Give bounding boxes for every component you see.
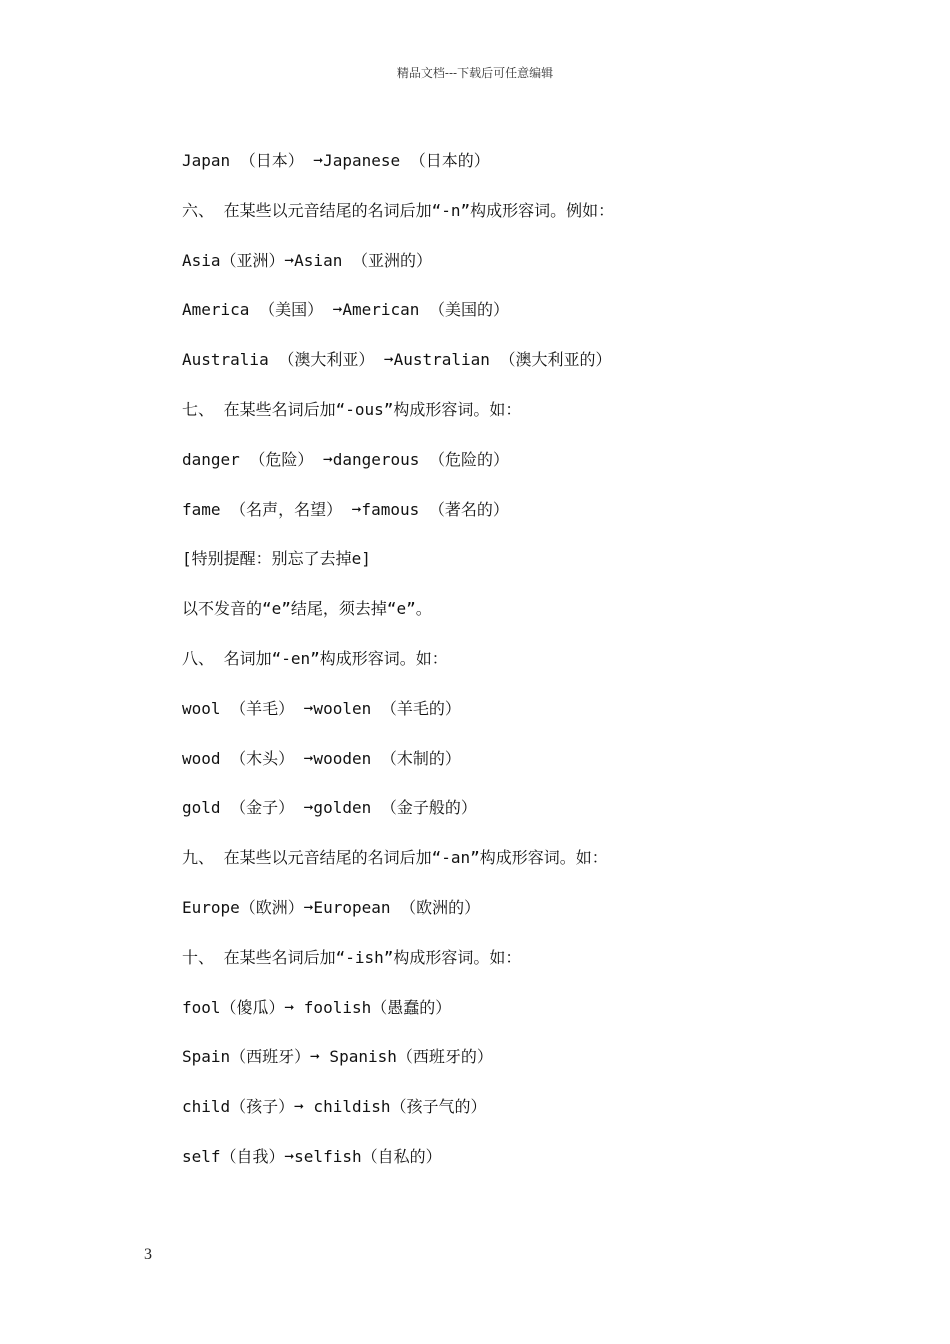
line-japan: Japan （日本） ➞Japanese （日本的）: [182, 151, 490, 170]
page-number: 3: [144, 1246, 152, 1263]
line-wood: wood （木头） ➞wooden （木制的）: [182, 748, 461, 768]
heading-rule-ten: 十、 在某些名词后加“-ish”构成形容词。如：: [182, 947, 522, 967]
line-fame: fame （名声，名望） ➞famous （著名的）: [182, 499, 509, 519]
heading-rule-nine: 九、 在某些以元音结尾的名词后加“-an”构成形容词。如：: [182, 848, 608, 868]
line-danger: danger （危险） ➞dangerous （危险的）: [182, 449, 510, 469]
line-america: America （美国） ➞American （美国的）: [182, 300, 510, 320]
line-wool: wool （羊毛） ➞woolen （羊毛的）: [182, 698, 461, 718]
line-fool: fool（傻瓜）➞ foolish（愚蠢的）: [182, 997, 452, 1017]
reminder-note: 以不发音的“e”结尾，须去掉“e”。: [182, 599, 432, 619]
special-reminder: [特别提醒：别忘了去掉e]: [182, 549, 371, 569]
document-body: [182, 148, 882, 1194]
line-asia: Asia（亚洲）➞Asian （亚洲的）: [182, 250, 432, 270]
line-gold: gold （金子） ➞golden （金子般的）: [182, 798, 477, 818]
line-self: self（自我）➞selfish（自私的）: [182, 1146, 442, 1166]
line-spain: Spain（西班牙）➞ Spanish（西班牙的）: [182, 1047, 493, 1067]
line-europe: Europe（欧洲）➞European （欧洲的）: [182, 897, 481, 917]
line-australia: Australia （澳大利亚） ➞Australian （澳大利亚的）: [182, 350, 612, 370]
heading-rule-eight: 八、 名词加“-en”构成形容词。如：: [182, 648, 448, 668]
heading-rule-six: 六、 在某些以元音结尾的名词后加“-n”构成形容词。例如：: [182, 200, 615, 220]
heading-rule-seven: 七、 在某些名词后加“-ous”构成形容词。如：: [182, 399, 522, 419]
page-header: 精品文档---下载后可任意编辑: [396, 66, 554, 80]
line-child: child（孩子）➞ childish（孩子气的）: [182, 1097, 487, 1117]
